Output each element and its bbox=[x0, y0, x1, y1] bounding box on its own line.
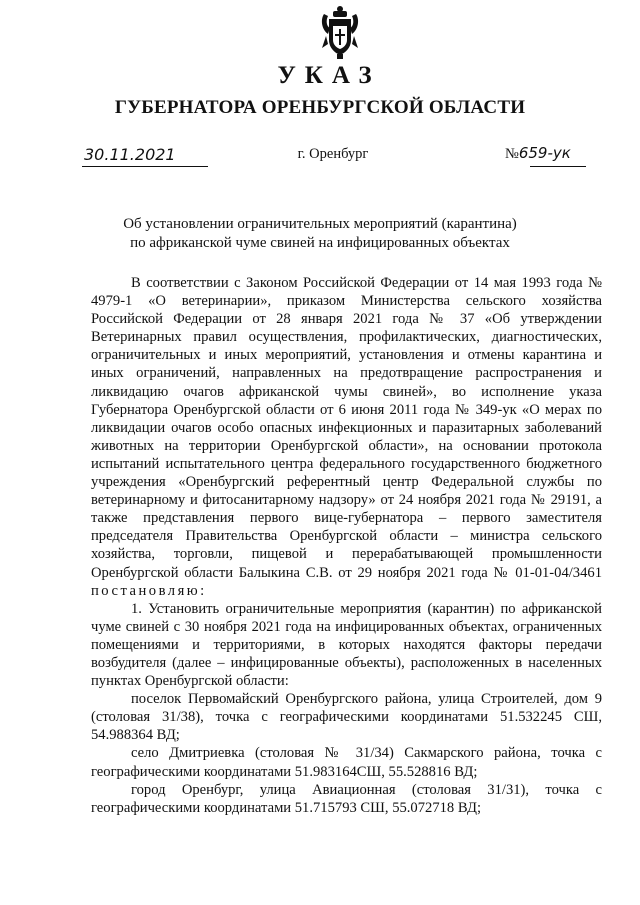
item-1-paragraph: 1. Установить ограничительные мероприятия (карантин) по африканской чуме свиней с 30 ноября 2021 года на инфицированных объектах, ограниченных помещениями и территориями, в которых находятся факторы передачи возбудителя (далее – инфицированные объекты), расположенных в населенных пунктах Оренбургской области: bbox=[91, 600, 602, 690]
location-2-paragraph: село Дмитриевка (столовая № 31/34) Сакмарского района, точка с географическими координатами 51.983164СШ, 55.528816 ВД; bbox=[91, 745, 602, 780]
coat-of-arms-icon bbox=[318, 4, 362, 60]
document-subject bbox=[0, 215, 640, 253]
location-1-paragraph: поселок Первомайский Оренбургского района, улица Строителей, дом 9 (столовая 31/38), точка с географическими координатами 51.532245 СШ, 54.988364 ВД; bbox=[91, 691, 602, 744]
preamble-paragraph bbox=[91, 274, 602, 600]
date-underline bbox=[82, 166, 208, 167]
document-type-title: УКАЗ bbox=[277, 62, 381, 89]
decree-word: постановляю: bbox=[91, 582, 207, 599]
document-city: г. Оренбург bbox=[297, 146, 369, 162]
document-number bbox=[505, 144, 571, 163]
subject-line-1: Об установлении ограничительных мероприятий (карантина) bbox=[123, 216, 517, 232]
issuer-title: ГУБЕРНАТОРА ОРЕНБУРГСКОЙ ОБЛАСТИ bbox=[114, 97, 526, 118]
document-date: 30.11.2021 bbox=[84, 145, 176, 164]
number-prefix: № bbox=[505, 146, 519, 162]
number-underline bbox=[530, 166, 586, 167]
preamble-text: В соответствии с Законом Российской Федерации от 14 мая 1993 года № 4979-1 «О ветеринарии», приказом Министерства сельского хозяйства Российской Федерации от 28 января 2021 года № 37 «Об утверждении Ветеринарных правил осуществления, профилактических, диагностических, ограничительных и иных мероприятий, установления и отмены карантина и иных ограничений, направленных на предотвращение распространения и ликвидацию очагов африканской чумы свиней», во исполнение указа Губернатора Оренбургской области от 6 июня 2011 года № 349-ук «О мерах по ликвидации очагов особо опасных инфекционных и паразитарных заболеваний животных на территории Оренбургской области», на основании протокола испытаний испытательного центра федерального государственного бюджетного учреждения «Оренбургский референтный центр Федеральной службы по ветеринарному и фитосанитарному надзору» от 24 ноября 2021 года № 29191, а также представления первого вице-губернатора – первого заместителя председателя Правительства Оренбургской области – министра сельского хозяйства, торговли, пищевой и перерабатывающей промышленности Оренбургской области Балыкина С.В. от 29 ноября 2021 года № 01-01-04/3461 bbox=[91, 275, 602, 581]
document-body bbox=[91, 274, 602, 817]
number-value: 659-ук bbox=[518, 144, 571, 162]
location-3-paragraph: город Оренбург, улица Авиационная (столовая 31/31), точка с географическими координатами 51.715793 СШ, 55.072718 ВД; bbox=[91, 781, 602, 816]
subject-line-2: по африканской чуме свиней на инфицированных объектах bbox=[130, 235, 510, 251]
